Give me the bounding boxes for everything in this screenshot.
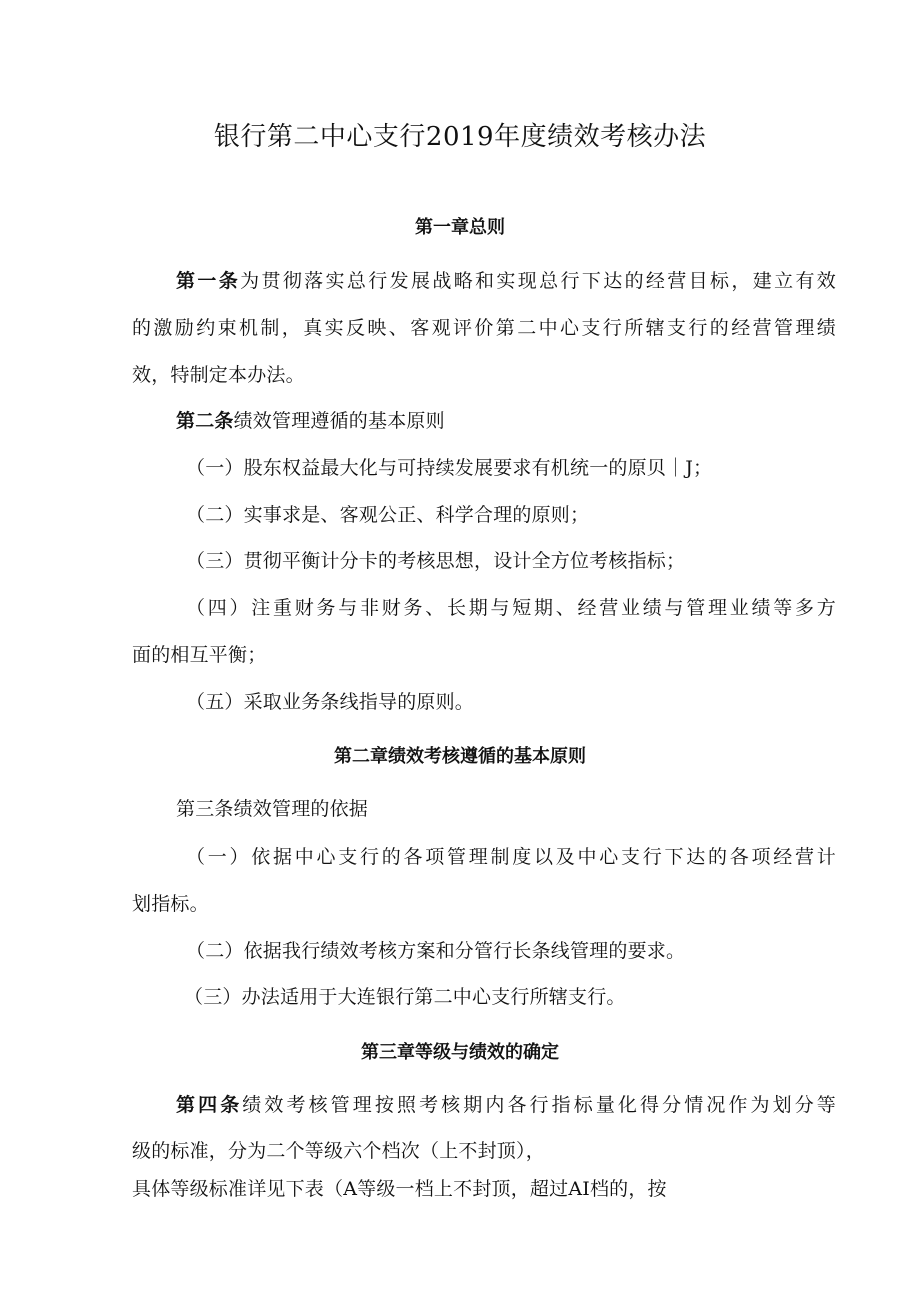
chapter-2-heading: 第二章绩效考核遵循的基本原则 xyxy=(334,746,586,767)
article-1-line-1 xyxy=(176,269,836,293)
article-1-line-3: 效，特制定本办法。 xyxy=(132,364,305,386)
basis-item-1-cont: 划指标。 xyxy=(132,893,209,915)
article-3-line: 第三条绩效管理的依据 xyxy=(176,798,369,820)
basis-item-1: （一）依据中心支行的各项管理制度以及中心支行下达的各项经营计 xyxy=(186,846,836,868)
article-1-line-2: 的激励约束机制，真实反映、客观评价第二中心支行所辖支行的经营管理绩 xyxy=(132,317,836,339)
principle-item-1: （一）股东权益最大化与可持续发展要求有机统一的原贝｜J； xyxy=(186,457,713,479)
article-4-lead: 第四条 xyxy=(176,1094,243,1116)
article-4-line-3: 具体等级标准详见下表（A等级一档上不封顶，超过AI档的，按 xyxy=(132,1178,667,1200)
basis-item-3: （三）办法适用于大连银行第二中心支行所辖支行。 xyxy=(184,986,626,1008)
chapter-1-heading: 第一章总则 xyxy=(415,217,505,238)
chapter-3-heading: 第三章等级与绩效的确定 xyxy=(361,1042,559,1063)
principle-item-2: （二）实事求是、客观公正、科学合理的原则； xyxy=(186,504,590,526)
article-4-line-1 xyxy=(176,1093,836,1117)
article-1-text-1: 为贯彻落实总行发展战略和实现总行下达的经营目标，建立有效 xyxy=(240,270,836,292)
article-2-lead: 第二条 xyxy=(176,410,234,432)
article-4-line-2: 级的标准，分为二个等级六个档次（上不封顶）， xyxy=(132,1140,545,1162)
article-2-text: 绩效管理遵循的基本原则 xyxy=(233,410,445,432)
principle-item-4-cont: 面的相互平衡； xyxy=(132,644,267,666)
article-1-lead: 第一条 xyxy=(176,270,241,292)
article-2-line xyxy=(176,409,445,433)
document-title: 银行第二中心支行2019年度绩效考核办法 xyxy=(213,122,707,152)
basis-item-2: （二）依据我行绩效考核方案和分管行长条线管理的要求。 xyxy=(186,940,686,962)
principle-item-3: （三）贯彻平衡计分卡的考核思想，设计全方位考核指标； xyxy=(186,550,686,572)
principle-item-5: （五）采取业务条线指导的原则。 xyxy=(186,691,475,713)
article-4-text-1: 绩效考核管理按照考核期内各行指标量化得分情况作为划分等 xyxy=(242,1094,836,1116)
principle-item-4: （四）注重财务与非财务、长期与短期、经营业绩与管理业绩等多方 xyxy=(186,597,836,619)
